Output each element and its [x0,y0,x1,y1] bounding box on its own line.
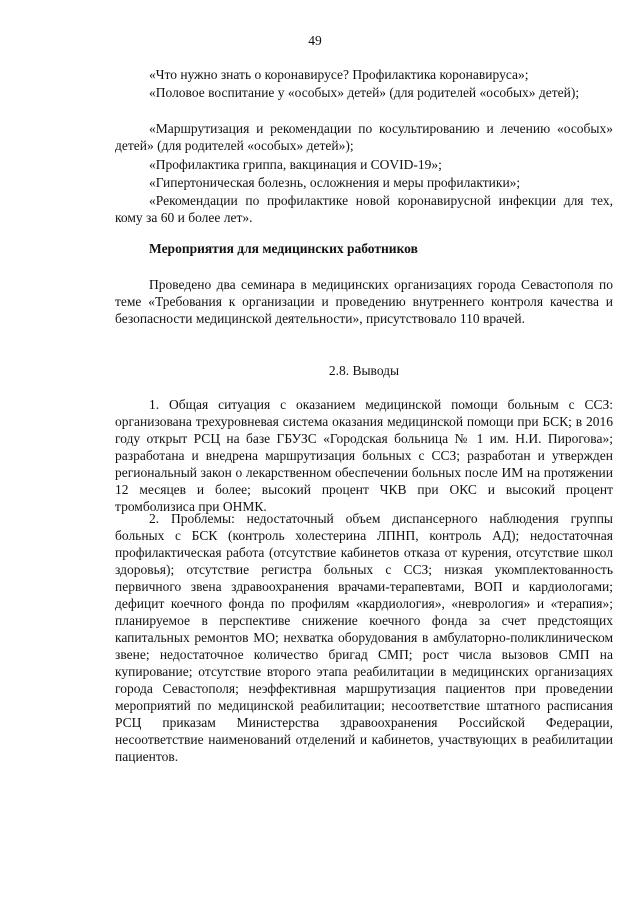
section-heading-conclusions: 2.8. Выводы [328,363,400,378]
topic-item: «Маршрутизация и рекомендации по косультированию и лечению «особых» детей» (для родителей «особых» детей»); [115,121,613,153]
section-heading-medical-staff: Мероприятия для медицинских работников [149,241,418,256]
topic-item: «Рекомендации по профилактике новой коронавирусной инфекции для тех, кому за 60 и более лет». [115,193,613,225]
page-number: 49 [308,33,322,48]
topic-item: «Гипертоническая болезнь, осложнения и меры профилактики»; [149,175,521,190]
section-paragraph: 2. Проблемы: недостаточный объем диспансерного наблюдения группы больных с БСК (контроль холестерина ЛПНП, контроль АД); недостаточная профилактическая работа (отсутствие кабинетов отказа от курения, отсутствие школ здоровья); отсутствие регистра больных с ССЗ; низкая укомплектованность первичного звена здравоохранения врачами-терапевтами, ВОП и кардиологами; дефицит коечного фонда по профилям «кардиология», «неврология» и «терапия»; планируемое в перспективе снижение коечного фонда за счет предстоящих капитальных ремонтов МО; нехватка оборудования в амбулаторно-поликлиническом звене; недостаточное количество бригад СМП; рост числа вызовов СМП на купирование; отсутствие второго этапа реабилитации в медицинских организациях города Севастополя; неэффективная маршрутизация пациентов при проведении мероприятий по медицинской реабилитации; несоответствие штатного расписания РСЦ приказам Министерства здравоохранения Российской Федерации, несоответствие наименований отделений и кабинетов, участвующих в реабилитации пациентов. [115,511,613,764]
section-paragraph: Проведено два семинара в медицинских организациях города Севастополя по теме «Требования к организации и проведению внутреннего контроля качества и безопасности медицинской деятельности», присутствовало 110 врачей. [115,277,613,326]
topic-item: «Что нужно знать о коронавирусе? Профилактика коронавируса»; [149,67,529,82]
topic-item: «Профилактика гриппа, вакцинация и COVID-19»; [149,157,442,172]
section-paragraph: 1. Общая ситуация с оказанием медицинской помощи больным с ССЗ: организована трехуровневая система оказания медицинской помощи при БСК; в 2016 году открыт РСЦ на базе ГБУЗС «Городская больница № 1 им. Н.И. Пирогова»; разработана и внедрена маршрутизация больных с ССЗ; разработан и утвержден региональный закон о лекарственном обеспечении больных после ИМ на протяжении 12 месяцев и более; высокий процент ЧКВ при ОКС и высокий процент тромболизиса при ОНМК. [115,397,613,514]
topic-item: «Половое воспитание у «особых» детей» (для родителей «особых» детей); [149,85,580,100]
